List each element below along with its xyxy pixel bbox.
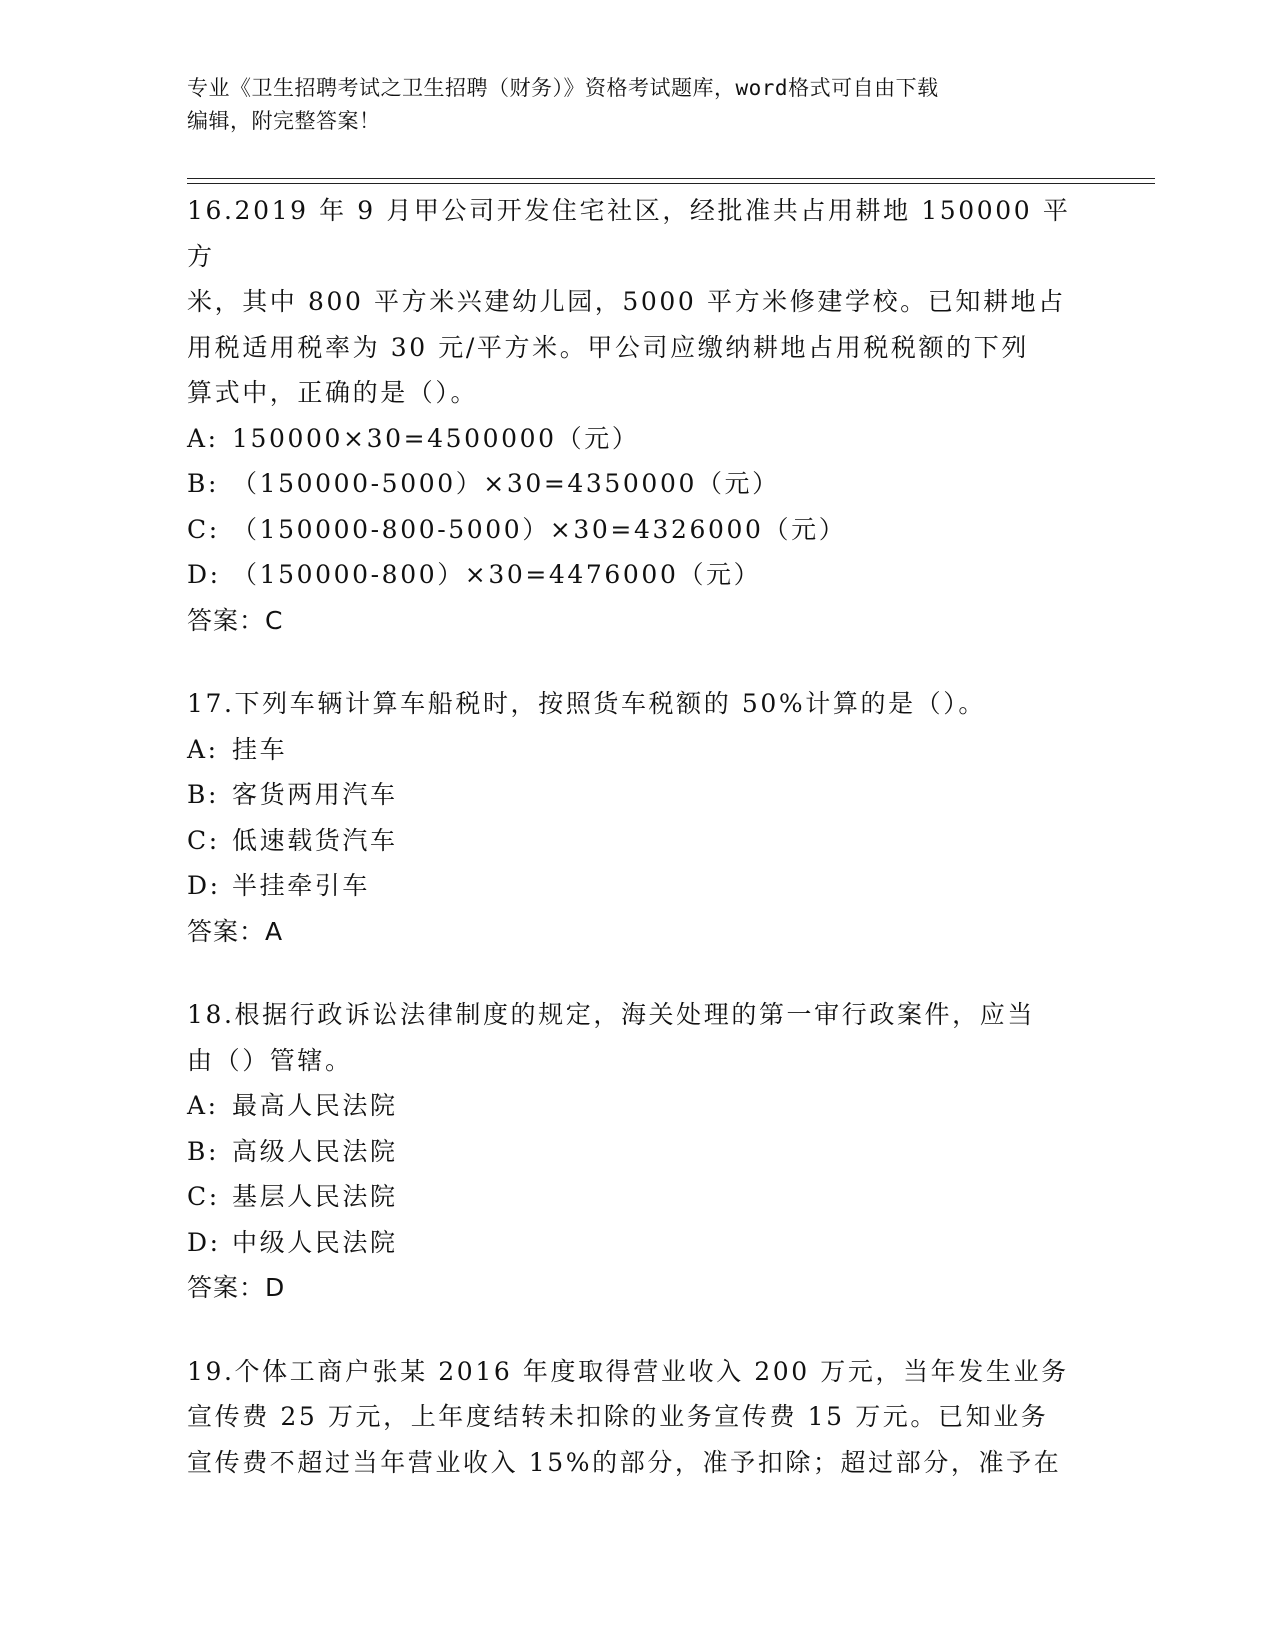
question-16-option-c: C: （150000-800-5000）×30=4326000（元） — [187, 514, 847, 544]
question-16-option-d: D: （150000-800）×30=4476000（元） — [187, 560, 762, 589]
question-19-line-3: 宣传费不超过当年营业收入 15%的部分，准予扣除；超过部分，准予在 — [187, 1447, 1062, 1477]
question-16-line-3: 用税适用税率为 30 元/平方米。甲公司应缴纳耕地占用税税额的下列 — [187, 332, 1029, 362]
question-18-option-d: D: 中级人民法院 — [187, 1227, 398, 1257]
question-17-option-d: D: 半挂牵引车 — [187, 871, 371, 900]
question-18-line-1: 18.根据行政诉讼法律制度的规定，海关处理的第一审行政案件，应当 — [187, 1000, 1035, 1029]
question-16-option-b: B: （150000-5000）×30=4350000（元） — [187, 469, 780, 498]
question-19-line-1: 19.个体工商户张某 2016 年度取得营业收入 200 万元，当年发生业务 — [187, 1356, 1069, 1386]
question-16-answer: 答案：C — [187, 605, 284, 635]
question-17 — [187, 681, 1087, 954]
question-18-option-a: A: 最高人民法院 — [187, 1091, 398, 1120]
question-17-option-a: A: 挂车 — [187, 734, 288, 764]
question-17-line-1: 17.下列车辆计算车船税时，按照货车税额的 50%计算的是（）。 — [187, 689, 986, 718]
question-19-line-2: 宣传费 25 万元，上年度结转未扣除的业务宣传费 15 万元。已知业务 — [187, 1402, 1049, 1431]
question-17-option-c: C: 低速载货汽车 — [187, 825, 398, 855]
question-18 — [187, 992, 1087, 1311]
header-divider — [187, 178, 1155, 184]
question-16-line-2: 米，其中 800 平方米兴建幼儿园，5000 平方米修建学校。已知耕地占 — [187, 287, 1066, 316]
question-18-line-2: 由（）管辖。 — [187, 1045, 353, 1075]
question-16-option-a: A: 150000×30=4500000（元） — [187, 423, 640, 453]
question-19 — [187, 1349, 1087, 1486]
question-18-option-b: B: 高级人民法院 — [187, 1136, 398, 1166]
header-line-2: 编辑，附完整答案！ — [187, 109, 381, 133]
question-16 — [187, 188, 1087, 643]
question-18-option-c: C: 基层人民法院 — [187, 1182, 398, 1211]
question-16-line-4: 算式中，正确的是（）。 — [187, 378, 479, 407]
question-list — [187, 188, 1087, 1523]
question-17-option-b: B: 客货两用汽车 — [187, 780, 398, 809]
question-18-answer: 答案：D — [187, 1273, 286, 1302]
header-line-1: 专业《卫生招聘考试之卫生招聘（财务）》资格考试题库，word格式可自由下载 — [187, 76, 939, 100]
document-header — [187, 72, 1087, 138]
question-16-line-1: 16.2019 年 9 月甲公司开发住宅社区，经批准共占用耕地 150000 平方 — [187, 196, 1071, 271]
question-17-answer: 答案：A — [187, 916, 284, 946]
